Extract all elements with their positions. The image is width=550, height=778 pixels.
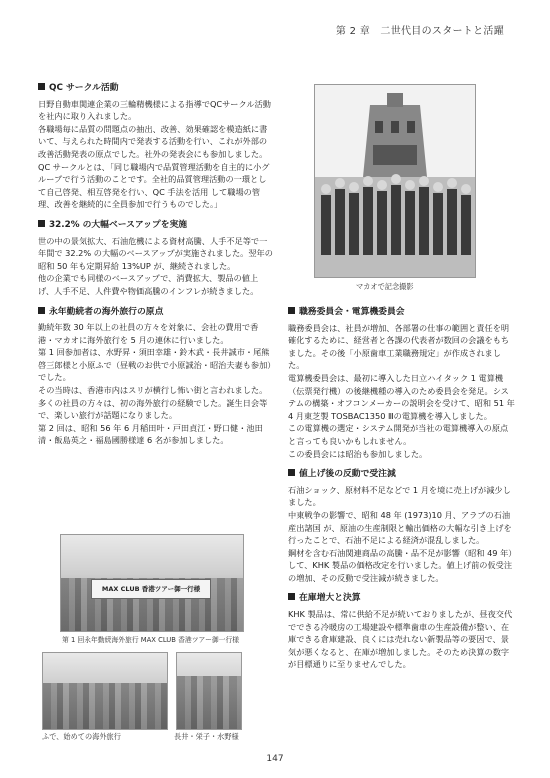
group-photo-caption: 第 1 回永年勤続海外旅行 MAX CLUB 香港ツアー御一行様 xyxy=(62,636,240,644)
bullet-square-icon xyxy=(38,83,45,90)
chapter-header: 第 2 章 二世代目のスタートと活躍 xyxy=(335,26,504,37)
paragraph: この委員会には昭治も参加しました。 xyxy=(288,448,428,459)
page-number: 147 xyxy=(266,754,284,764)
paragraph: 勤続年数 30 年以上の社員の方々を対象に、会社の費用で香港・マカオに海外旅行を 5 月の連休に行いました。 xyxy=(38,322,259,345)
bullet-square-icon xyxy=(288,593,295,600)
section-title-committees: 職務委員会・電算機委員会 xyxy=(288,306,516,319)
section-title-baseup: 32.2% の大幅ベースアップを実施 xyxy=(38,219,274,232)
left-column xyxy=(38,82,274,447)
paragraph: 電算機委員会は、最初に導入した日立ハイタック 1 電算機（伝票発行機）の後継機種の導入のため委員会を発足。システムの構築・オフコンメーカーの説明会を受けて、昭和 51 年 4 月東芝製 TOSBAC1350 Ⅲの電算機を導入しました。 xyxy=(288,372,515,421)
section-title-qc: QC サークル活動 xyxy=(38,82,274,95)
macau-photo-caption: マカオで記念撮影 xyxy=(356,282,414,291)
paragraph: QC サークルとは、「同じ職場内で品質管理活動を自主的に小グループで行う活動のことです。全社的品質管理活動の一環として自己啓発、相互啓発を行い、QC 手法を活用 して職場の管理、改善を継続的に全員参加で行うものでした。」 xyxy=(38,161,270,210)
section-title-order-decline: 値上げ後の反動で受注減 xyxy=(288,468,516,481)
trio-photo xyxy=(176,652,242,730)
paragraph: 石油ショック、原材料不足などで 1 月を境に売上げが減少しました。 xyxy=(288,484,511,508)
right-column xyxy=(288,306,516,671)
paragraph: この電算機の選定・システム開発が当社の電算機導入の原点と言っても良いかもしれません。 xyxy=(288,423,509,446)
paragraph: 第 2 回は、昭和 56 年 6 月稲田叶・戸田貞江・野口健・池田清・飯島英之・福島國勝様達 6 名が参加しました。 xyxy=(38,422,263,446)
max-club-banner: MAX CLUB 香港ツアー御一行様 xyxy=(91,579,211,599)
trio-people-image xyxy=(177,676,241,729)
section-title-overseas-trip: 永年勤続者の海外旅行の原点 xyxy=(38,306,274,319)
fude-photo-caption: ふで、始めての海外旅行 xyxy=(42,732,121,741)
paragraph: 日野自動車関連企業の三輪精機様による指導でQCサークル活動を社内に取り入れました。 xyxy=(38,98,271,122)
paragraph: 世の中の景気拡大、石油危機による資材高騰、人手不足等で一年間で 32.2% の大幅のベースアップが実施されました。翌年の昭和 50 年も定期昇給 13%UP が、継続されました。 xyxy=(38,235,273,271)
fude-people-image xyxy=(43,683,167,729)
paragraph: 職務委員会は、社員が増加、各部署の仕事の範囲と責任を明確化するために、経営者と各課の代表者が数回の会議をもちました。その後「小原歯車工業職務規定」が作成されました。 xyxy=(288,322,510,371)
bullet-square-icon xyxy=(288,307,295,314)
fude-photo xyxy=(42,652,168,730)
trio-photo-caption: 長井・栄子・水野様 xyxy=(174,732,239,741)
paragraph: 鋼材を含む石油関連商品の高騰・品不足が影響（昭和 49 年）して、KHK 製品の価格改定を行いました。値上げ前の仮受注の増加、その反動で受注減が続きました。 xyxy=(288,547,513,583)
paragraph: 中東戦争の影響で、昭和 48 年 (1973)10 月、アラブの石油産出諸国 が、原油の生産制限と輸出価格の大幅な引き上げを行ったことで、石油不足による経済が混乱しました。 xyxy=(288,509,512,546)
macau-photo xyxy=(314,84,476,278)
paragraph: KHK 製品は、常に供給不足が続いておりましたが、昼夜交代でできる冷暖房の工場建設や標準歯車の生産設備が整い、在庫できる倉庫建設、良くには売れない新製品等の要因で、景気が悪くなると、在庫が増加しました。そのため決算の数字が目標通りに至りませんでした。 xyxy=(288,609,513,670)
paragraph: 他の企業でも同様のベースアップで、消費拡大、製品の値上げ、人手不足、人件費や物価高騰のインフレが続きました。 xyxy=(38,273,259,296)
bullet-square-icon xyxy=(38,307,45,314)
group-photo xyxy=(60,534,244,632)
paragraph: 各職場毎に品質の問題点の抽出、改善、効果確認を模造紙に書いて、与えられた時間内で発表する活動を行い、これが外部の改善活動発表の原点でした。社外の発表会にも参加しました。 xyxy=(38,123,268,159)
bullet-square-icon xyxy=(38,220,45,227)
ruins-image xyxy=(315,85,475,277)
bullet-square-icon xyxy=(288,469,295,476)
paragraph: その当時は、香港市内はスリが横行し怖い街と言われました。多くの社員の方々は、初の海外旅行の経験でした。誕生日会等で、楽しい旅行が話題になりました。 xyxy=(38,385,268,421)
section-title-inventory: 在庫増大と決算 xyxy=(288,592,516,605)
paragraph: 第 1 回参加者は、水野昇・須田幸雄・鈴木武・長井誠市・尾熊啓三郎様と小原ふで（昼戦のお供で小原誠治・昭治夫妻も参加）でした。 xyxy=(38,347,272,383)
